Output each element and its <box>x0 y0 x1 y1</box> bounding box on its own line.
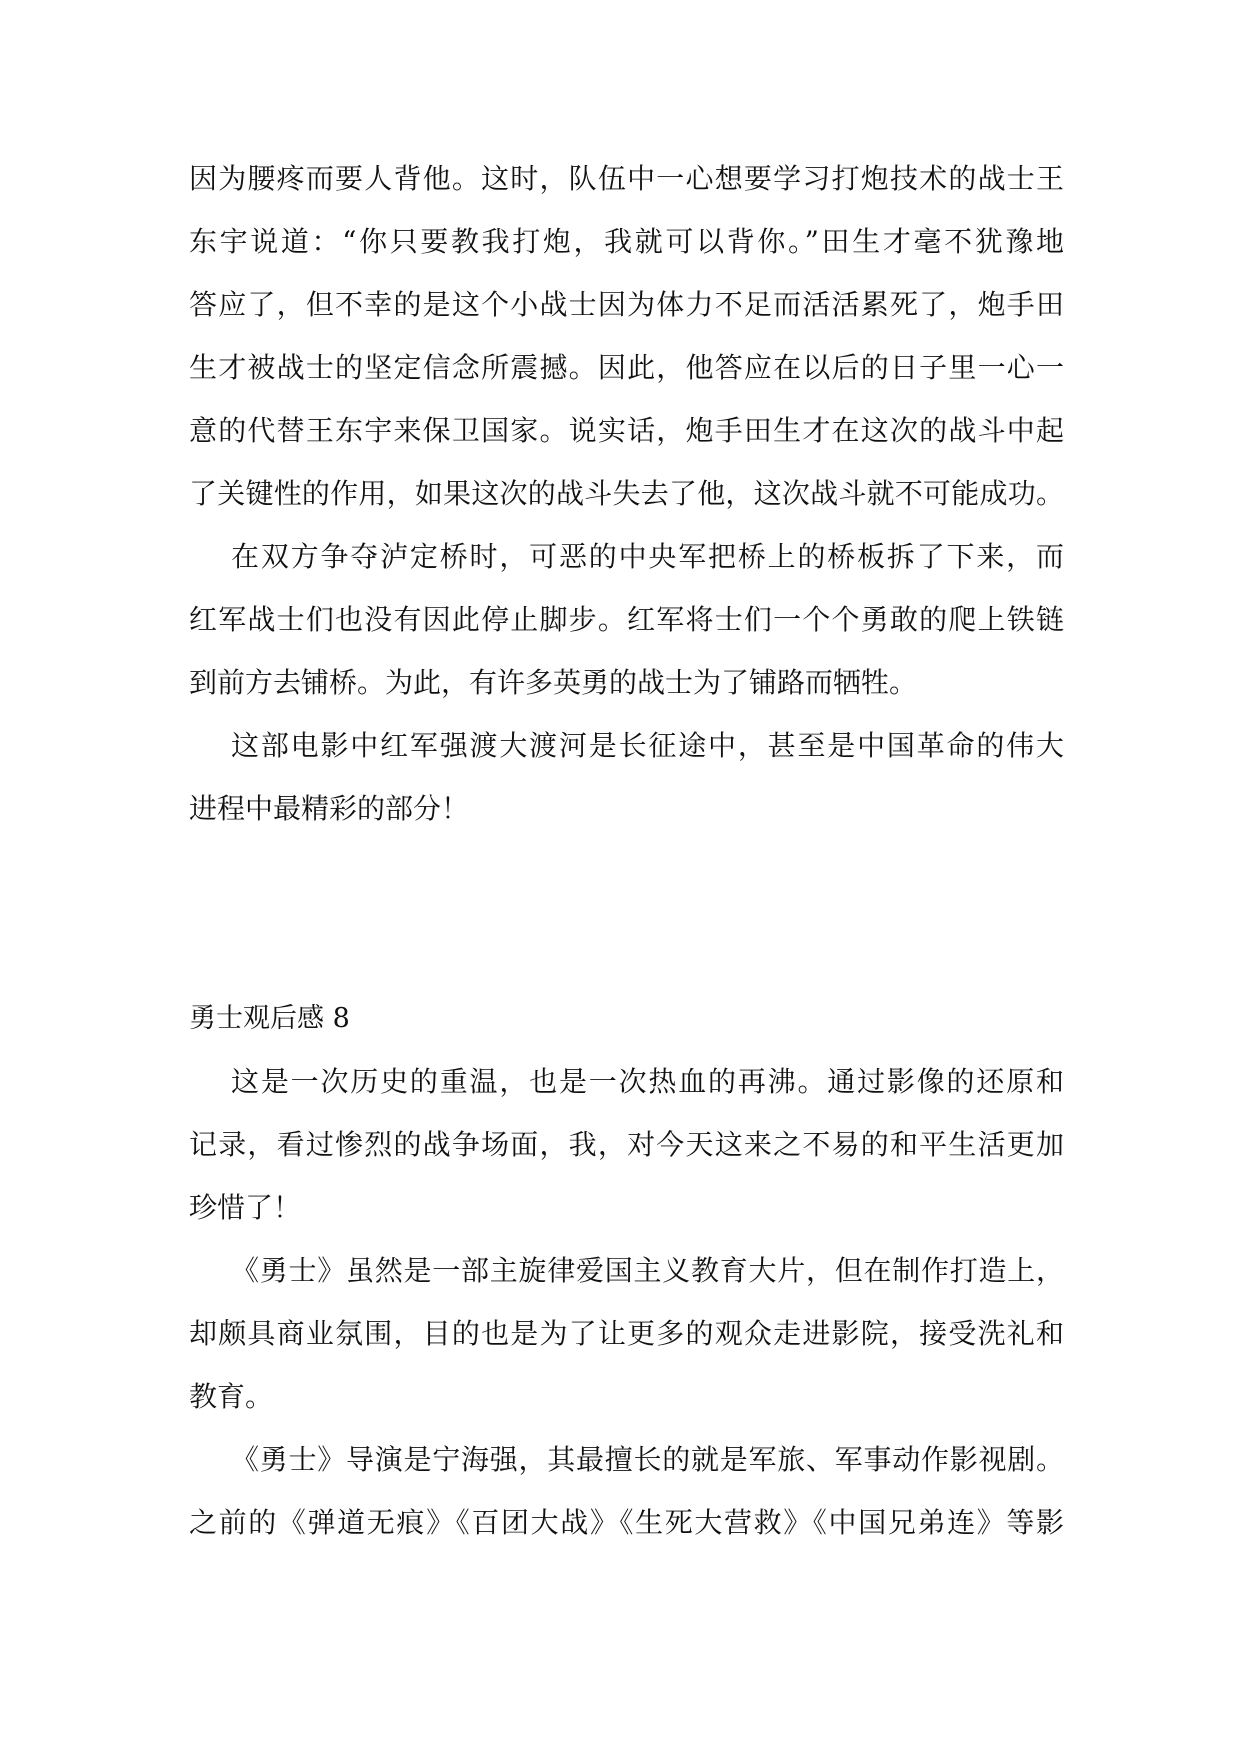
paragraph-line: 这是一次历史的重温，也是一次热血的再沸。通过影像的还原和 <box>231 1065 1064 1098</box>
paragraph-line: 到前方去铺桥。为此，有许多英勇的战士为了铺路而牺牲。 <box>189 666 918 699</box>
paragraph-line: 东宇说道：“你只要教我打炮，我就可以背你。”田生才毫不犹豫地 <box>189 225 1064 258</box>
section-heading: 勇士观后感 8 <box>189 1003 350 1034</box>
paragraph-line: 生才被战士的坚定信念所震撼。因此，他答应在以后的日子里一心一 <box>189 351 1064 384</box>
paragraph-line: 却颇具商业氛围，目的也是为了让更多的观众走进影院，接受洗礼和 <box>189 1317 1064 1350</box>
paragraph-line: 《勇士》导演是宁海强，其最擅长的就是军旅、军事动作影视剧。 <box>231 1443 1064 1476</box>
paragraph-line: 意的代替王东宇来保卫国家。说实话，炮手田生才在这次的战斗中起 <box>189 414 1064 447</box>
paragraph-line: 在双方争夺泸定桥时，可恶的中央军把桥上的桥板拆了下来，而 <box>231 540 1064 573</box>
paragraph-line: 因为腰疼而要人背他。这时，队伍中一心想要学习打炮技术的战士王 <box>189 162 1064 195</box>
paragraph-line: 了关键性的作用，如果这次的战斗失去了他，这次战斗就不可能成功。 <box>189 477 1064 510</box>
paragraph-line: 教育。 <box>189 1380 274 1413</box>
paragraph-line: 答应了，但不幸的是这个小战士因为体力不足而活活累死了，炮手田 <box>189 288 1064 321</box>
paragraph-line: 之前的《弹道无痕》《百团大战》《生死大营救》《中国兄弟连》等影 <box>189 1506 1064 1539</box>
paragraph-line: 珍惜了！ <box>189 1191 302 1224</box>
paragraph-line: 红军战士们也没有因此停止脚步。红军将士们一个个勇敢的爬上铁链 <box>189 603 1064 636</box>
paragraph-line: 这部电影中红军强渡大渡河是长征途中，甚至是中国革命的伟大 <box>231 729 1064 762</box>
paragraph-line: 记录，看过惨烈的战争场面，我，对今天这来之不易的和平生活更加 <box>189 1128 1064 1161</box>
paragraph-line: 《勇士》虽然是一部主旋律爱国主义教育大片，但在制作打造上， <box>231 1254 1064 1287</box>
paragraph-line: 进程中最精彩的部分！ <box>189 792 470 825</box>
